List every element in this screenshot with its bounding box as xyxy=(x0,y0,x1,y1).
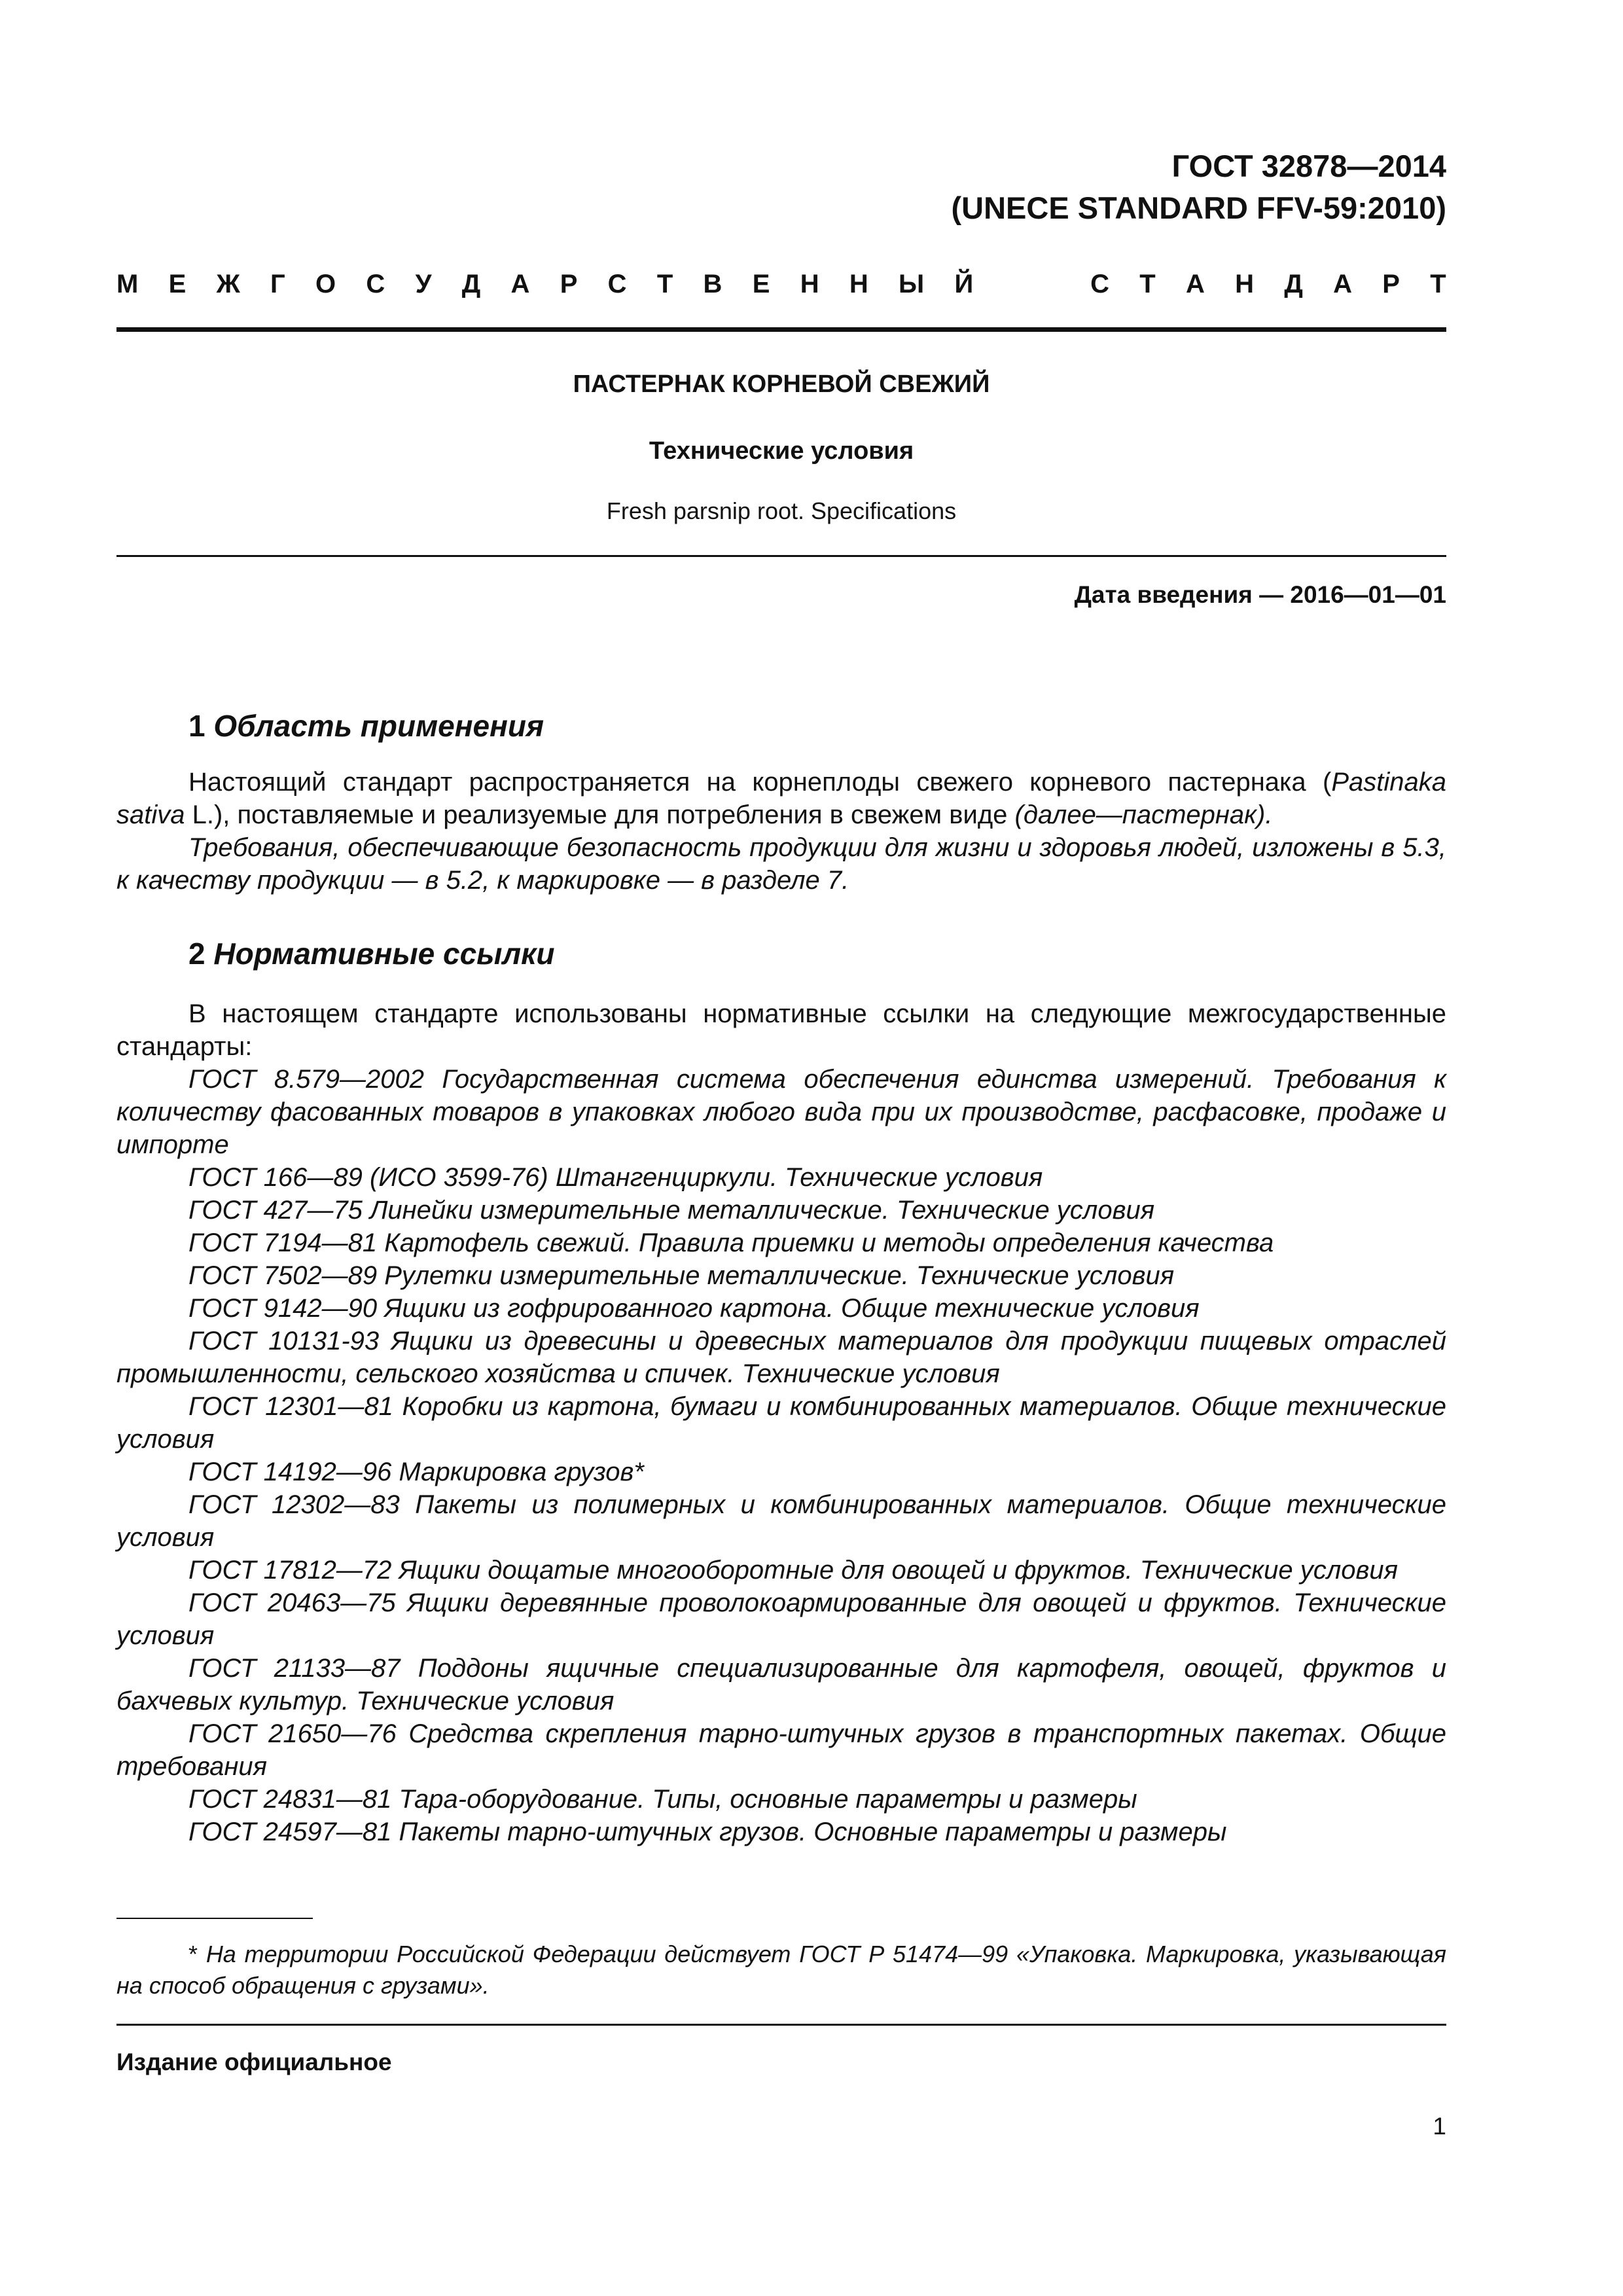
standard-type-letter: Д xyxy=(461,270,481,298)
standard-type-letter: С xyxy=(607,270,627,298)
standard-type-letter: Т xyxy=(656,270,673,298)
title-divider xyxy=(116,555,1446,557)
references-list xyxy=(116,1063,1446,1848)
reference-item: ГОСТ 21133—87 Поддоны ящичные специализированные для картофеля, овощей, фруктов и бахчевых культур. Технические условия xyxy=(116,1654,1446,1715)
reference-item: ГОСТ 9142—90 Ящики из гофрированного картона. Общие технические условия xyxy=(188,1294,1200,1323)
document-title: ПАСТЕРНАК КОРНЕВОЙ СВЕЖИЙ xyxy=(573,370,990,398)
footnote-mark: * xyxy=(188,1941,198,1967)
footer-divider xyxy=(116,2024,1446,2026)
standard-type-letter: Е xyxy=(752,270,770,298)
standard-type-letter: Н xyxy=(849,270,868,298)
section-1-number: 1 xyxy=(188,709,205,743)
reference-item: ГОСТ 166—89 (ИСО 3599-76) Штангенциркули. Технические условия xyxy=(188,1163,1043,1192)
gost-code xyxy=(952,145,1446,229)
standard-type-letter xyxy=(1004,270,1017,299)
standard-type-letter: Й xyxy=(954,270,974,298)
footnote xyxy=(116,1939,1446,2001)
section-2-heading xyxy=(188,936,555,971)
footnote-text: На территории Российской Федерации действует ГОСТ Р 51474—99 «Упаковка. Маркировка, указывающая на способ обращения с грузами». xyxy=(116,1941,1446,1999)
standard-type-letter: Г xyxy=(270,270,285,298)
section-1-body xyxy=(116,766,1446,897)
scope-paragraph: Настоящий стандарт распространяется на корнеплоды свежего корневого пастернака (Pastinaka sativa L.), поставляемые и реализуемые для потребления в свежем виде (далее—пастернак). xyxy=(116,768,1446,829)
standard-type-letter: Д xyxy=(1284,270,1303,298)
standard-type-letter: Р xyxy=(560,270,578,298)
reference-item: ГОСТ 427—75 Линейки измерительные металлические. Технические условия xyxy=(188,1196,1155,1225)
standard-type-letter: Ы xyxy=(899,270,925,298)
standard-type-letter: С xyxy=(1090,270,1109,298)
standard-type-letter: Т xyxy=(1139,270,1156,298)
introduction-date: Дата введения — 2016—01—01 xyxy=(1074,581,1446,608)
standard-type-letter: У xyxy=(415,270,432,298)
reference-item: ГОСТ 20463—75 Ящики деревянные проволокоармированные для овощей и фруктов. Технические условия xyxy=(116,1588,1446,1650)
standard-type-letter: В xyxy=(703,270,722,298)
reference-item: ГОСТ 21650—76 Средства скрепления тарно-штучных грузов в транспортных пакетах. Общие требования xyxy=(116,1719,1446,1781)
section-2-body xyxy=(116,997,1446,1848)
document-title-english: Fresh parsnip root. Specifications xyxy=(606,497,957,524)
reference-item: ГОСТ 17812—72 Ящики дощатые многооборотные для овощей и фруктов. Технические условия xyxy=(188,1556,1398,1585)
section-1-heading xyxy=(188,708,544,744)
standard-type-letter: О xyxy=(315,270,336,298)
reference-item: ГОСТ 12302—83 Пакеты из полимерных и комбинированных материалов. Общие технические условия xyxy=(116,1490,1446,1552)
edition-label: Издание официальное xyxy=(116,2049,392,2075)
footnote-separator xyxy=(116,1918,313,1919)
standard-type-letter: С xyxy=(366,270,385,298)
standard-type-letter: Н xyxy=(800,270,819,298)
header-divider xyxy=(116,327,1446,332)
section-2-title: Нормативные ссылки xyxy=(213,937,555,971)
section-1-title: Область применения xyxy=(213,709,544,743)
standard-type-letter xyxy=(1047,270,1060,299)
reference-item: ГОСТ 24831—81 Тара-оборудование. Типы, основные параметры и размеры xyxy=(188,1785,1137,1814)
standard-type-letter: Ж xyxy=(216,270,240,298)
section-2-number: 2 xyxy=(188,937,205,971)
standard-type-heading xyxy=(116,270,1446,299)
standard-type-letter: Р xyxy=(1382,270,1400,298)
reference-item: ГОСТ 12301—81 Коробки из картона, бумаги и комбинированных материалов. Общие технические условия xyxy=(116,1392,1446,1454)
standard-type-letter: А xyxy=(510,270,530,298)
standard-type-letter: Н xyxy=(1235,270,1255,298)
reference-item: ГОСТ 8.579—2002 Государственная система обеспечения единства измерений. Требования к количеству фасованных товаров в упаковках любого вида при их производстве, расфасовке, продаже и импорте xyxy=(116,1065,1446,1159)
reference-item: ГОСТ 24597—81 Пакеты тарно-штучных грузов. Основные параметры и размеры xyxy=(188,1818,1227,1846)
reference-item: ГОСТ 7194—81 Картофель свежий. Правила приемки и методы определения качества xyxy=(188,1229,1274,1257)
standard-type-letter: Т xyxy=(1430,270,1446,298)
standard-type-letter: А xyxy=(1333,270,1352,298)
requirements-paragraph: Требования, обеспечивающие безопасность продукции для жизни и здоровья людей, изложены в 5.3, к качеству продукции — в 5.2, к маркировке — в разделе 7. xyxy=(116,833,1446,895)
document-subtitle: Технические условия xyxy=(649,437,914,465)
reference-item: ГОСТ 14192—96 Маркировка грузов* xyxy=(188,1458,644,1486)
references-intro: В настоящем стандарте использованы нормативные ссылки на следующие межгосударственные стандарты: xyxy=(116,999,1446,1061)
reference-item: ГОСТ 10131-93 Ящики из древесины и древесных материалов для продукции пищевых отраслей промышленности, сельского хозяйства и спичек. Технические условия xyxy=(116,1327,1446,1388)
gost-code-line1: ГОСТ 32878—2014 xyxy=(1171,149,1446,183)
gost-code-line2: (UNECE STANDARD FFV-59:2010) xyxy=(951,190,1446,225)
standard-type-letter: М xyxy=(116,270,139,298)
standard-type-letter: А xyxy=(1185,270,1205,298)
standard-type-letter: Е xyxy=(168,270,187,298)
page-number: 1 xyxy=(1433,2113,1446,2140)
reference-item: ГОСТ 7502—89 Рулетки измерительные металлические. Технические условия xyxy=(188,1261,1175,1290)
